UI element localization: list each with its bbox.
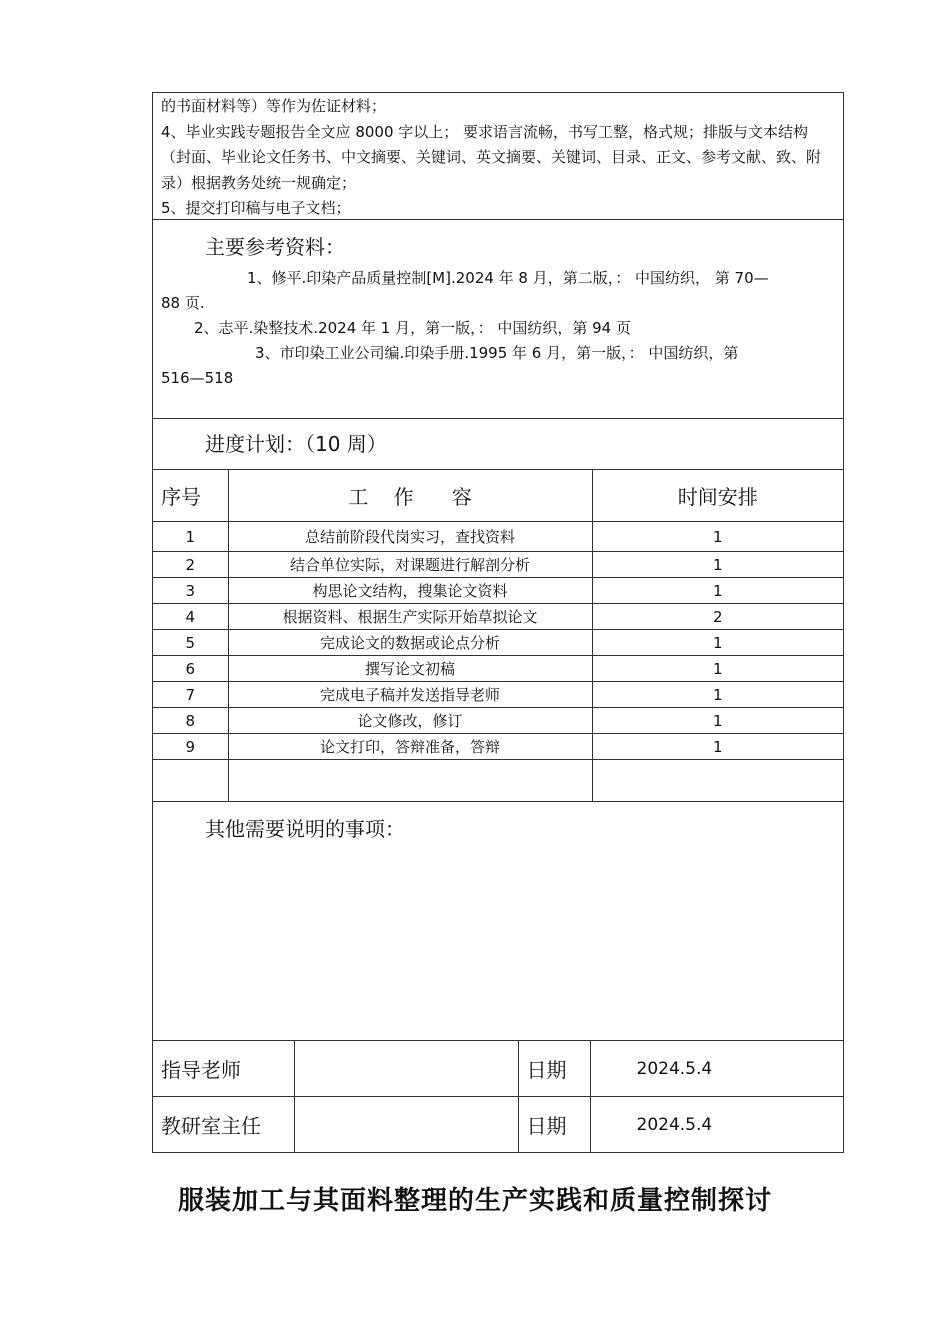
- date-value: 2024.5.4: [590, 1041, 843, 1097]
- row-task: 构思论文结构，搜集论文资料: [228, 578, 592, 604]
- row-task: 结合单位实际，对课题进行解剖分析: [228, 552, 592, 578]
- task-form: [152, 92, 844, 1153]
- requirements-section: [153, 93, 843, 220]
- date-label: 日期: [518, 1097, 590, 1153]
- other-notes-section: [153, 802, 843, 1041]
- signature-row: [153, 1041, 843, 1097]
- date-value: 2024.5.4: [636, 1114, 713, 1135]
- references-section: [153, 220, 843, 419]
- header-weeks: 时间安排: [592, 470, 843, 522]
- table-row: [153, 522, 843, 552]
- other-notes-title: 其他需要说明的事项：: [205, 817, 405, 841]
- reference-item: 2、志平.染整技术.2024 年 1 月，第一版，： 中国纺织，第 94 页: [194, 319, 631, 337]
- row-task: 论文修改，修订: [228, 708, 592, 734]
- date-label: 日期: [518, 1041, 590, 1097]
- row-no: 5: [153, 630, 228, 656]
- row-weeks: 1: [592, 578, 843, 604]
- table-row: [153, 708, 843, 734]
- row-weeks: 1: [592, 522, 843, 552]
- table-row: [153, 578, 843, 604]
- header-no: 序号: [153, 470, 228, 522]
- row-task: 总结前阶段代岗实习，查找资料: [228, 522, 592, 552]
- row-task: 完成电子稿并发送指导老师: [228, 682, 592, 708]
- empty-cell: [228, 760, 592, 802]
- table-row: [153, 630, 843, 656]
- row-weeks: 1: [592, 682, 843, 708]
- signature-table: [153, 1041, 843, 1152]
- table-row: [153, 552, 843, 578]
- row-no: 9: [153, 734, 228, 760]
- empty-cell: [153, 760, 228, 802]
- row-weeks: 1: [592, 734, 843, 760]
- row-no: 4: [153, 604, 228, 630]
- row-no: 6: [153, 656, 228, 682]
- signature-field: [294, 1097, 518, 1153]
- schedule-header-row: [153, 470, 843, 522]
- role-label: 教研室主任: [153, 1097, 294, 1153]
- requirement-line: 4、毕业实践专题报告全文应 8000 字以上； 要求语言流畅，书写工整，格式规；排版与文本结构（封面、毕业论文任务书、中文摘要、关键词、英文摘要、关键词、目录、正文、参考文献、致、附录）根据教务处统一规确定；: [161, 122, 822, 192]
- row-weeks: 2: [592, 604, 843, 630]
- row-no: 7: [153, 682, 228, 708]
- row-task: 完成论文的数据或论点分析: [228, 630, 592, 656]
- table-row: [153, 604, 843, 630]
- row-no: 3: [153, 578, 228, 604]
- header-task: 工 作 容: [228, 470, 592, 522]
- table-row-empty: [153, 760, 843, 802]
- row-weeks: 1: [592, 656, 843, 682]
- row-no: 2: [153, 552, 228, 578]
- row-task: 论文打印，答辩准备，答辩: [228, 734, 592, 760]
- document-title: 服装加工与其面料整理的生产实践和质量控制探讨: [177, 1186, 772, 1216]
- row-no: 1: [153, 522, 228, 552]
- row-weeks: 1: [592, 630, 843, 656]
- reference-item: 1、修平.印染产品质量控制[M].2024 年 8 月，第二版，： 中国纺织， 第 70—88 页.: [161, 269, 769, 312]
- signature-field: [294, 1041, 518, 1097]
- row-weeks: 1: [592, 552, 843, 578]
- references-title: 主要参考资料：: [205, 235, 345, 259]
- reference-item: 3、市印染工业公司编.印染手册.1995 年 6 月，第一版，： 中国纺织，第 516—518: [161, 344, 739, 387]
- row-task: 根据资料、根据生产实际开始草拟论文: [228, 604, 592, 630]
- role-label: 指导老师: [153, 1041, 294, 1097]
- schedule-title-section: [153, 419, 843, 470]
- requirement-line: 的书面材料等）等作为佐证材料；: [161, 97, 387, 115]
- schedule-table: [153, 470, 843, 802]
- table-row: [153, 656, 843, 682]
- row-weeks: 1: [592, 708, 843, 734]
- requirement-line: 5、提交打印稿与电子文档；: [161, 199, 351, 217]
- schedule-title: 进度计划：（10 周）: [205, 432, 387, 456]
- empty-cell: [592, 760, 843, 802]
- row-task: 撰写论文初稿: [228, 656, 592, 682]
- row-no: 8: [153, 708, 228, 734]
- table-row: [153, 734, 843, 760]
- signature-row: [153, 1097, 843, 1153]
- table-row: [153, 682, 843, 708]
